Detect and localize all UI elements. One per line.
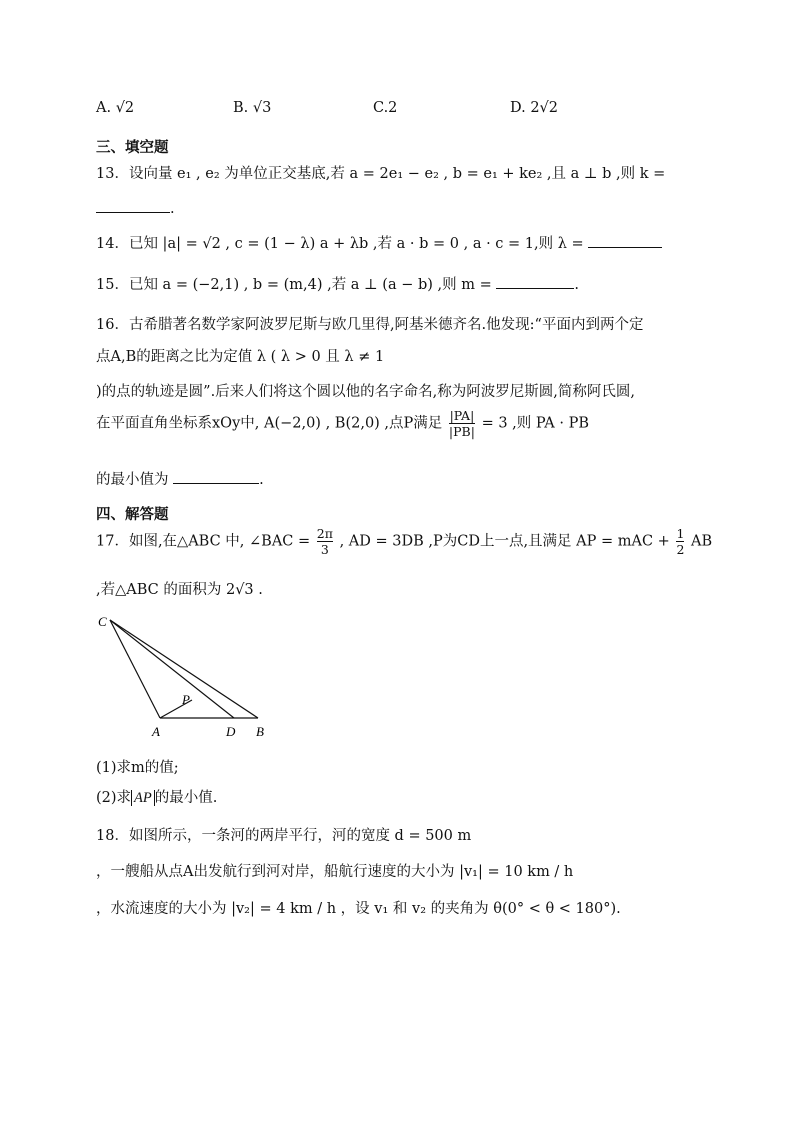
question-14 — [96, 232, 662, 253]
segment-cd — [110, 620, 234, 718]
punct: . — [574, 277, 579, 293]
question-17-text-c: AB — [691, 533, 713, 550]
answer-blank[interactable] — [496, 274, 574, 289]
question-14-text: 14．已知 |a| = √2 , c = (1 − λ) a + λb ,若 a · b = 0 , a · c = 1,则 λ = — [96, 236, 584, 252]
ratio-fraction — [449, 408, 475, 439]
question-17-part2-a: (2)求 — [96, 790, 132, 806]
question-15 — [96, 273, 579, 294]
question-13-line1: 13．设向量 e₁ , e₂ 为单位正交基底,若 a = 2e₁ − e₂ , b = e₁ + ke₂ ,且 a ⊥ b ,则 k = — [96, 166, 666, 182]
question-18-line1: 18．如图所示，一条河的两岸平行，河的宽度 d = 500 m — [96, 828, 472, 844]
question-17-line1 — [96, 526, 712, 557]
vector-ap-abs: AP — [131, 790, 155, 806]
question-16-line5 — [96, 468, 264, 489]
punct: . — [170, 201, 175, 217]
choice-c: C.2 — [373, 100, 398, 116]
angle-denominator: 3 — [320, 542, 329, 557]
half-numerator: 1 — [676, 526, 685, 541]
choice-a: A. √2 — [96, 100, 135, 116]
question-18-line2: ，一艘船从点A出发航行到河对岸，船航行速度的大小为 |v₁| = 10 km / h — [96, 864, 574, 880]
question-16-text-a: 在平面直角坐标系xOy中, A(−2,0) , B(2,0) ,点P满足 — [96, 415, 443, 432]
triangle-figure — [96, 612, 276, 740]
angle-numerator: 2π — [316, 526, 333, 541]
label-a: A — [152, 724, 160, 739]
question-18-line3: ，水流速度的大小为 |v₂| = 4 km / h ，设 v₁ 和 v₂ 的夹角为 θ(0° < θ < 180°). — [96, 901, 621, 917]
section-title-fill-blank: 三、填空题 — [96, 140, 169, 156]
half-fraction — [676, 526, 684, 557]
question-16-text-b: = 3 ,则 PA · PB — [481, 415, 590, 432]
label-p: P — [182, 692, 190, 707]
section-title-answer: 四、解答题 — [96, 507, 169, 523]
question-17-part2-b: 的最小值. — [154, 790, 218, 806]
ratio-numerator: |PA| — [449, 408, 475, 423]
question-15-text: 15．已知 a = (−2,1) , b = (m,4) ,若 a ⊥ (a − b) ,则 m = — [96, 277, 492, 293]
question-17-part2 — [96, 786, 217, 807]
label-c: C — [98, 614, 107, 629]
answer-blank[interactable] — [96, 198, 170, 213]
answer-blank[interactable] — [588, 233, 662, 248]
question-16-line4 — [96, 408, 589, 439]
label-d: D — [226, 724, 236, 739]
question-13-line2 — [96, 198, 175, 217]
answer-blank[interactable] — [173, 469, 259, 484]
question-17-text-a: 17．如图,在△ABC 中, ∠BAC = — [96, 533, 311, 550]
question-17-part1: (1)求m的值; — [96, 760, 179, 776]
question-17-line2: ,若△ABC 的面积为 2√3 . — [96, 582, 263, 598]
angle-fraction — [317, 526, 333, 557]
question-16-line2: 点A,B的距离之比为定值 λ ( λ > 0 且 λ ≠ 1 — [96, 349, 385, 365]
question-16-text-c: 的最小值为 — [96, 472, 169, 488]
punct: . — [259, 472, 264, 488]
label-b: B — [256, 724, 264, 739]
question-16-line1: 16．古希腊著名数学家阿波罗尼斯与欧几里得,阿基米德齐名.他发现:“平面内到两个定 — [96, 317, 644, 333]
question-16-line3: )的点的轨迹是圆”.后来人们将这个圆以他的名字命名,称为阿波罗尼斯圆,简称阿氏圆, — [96, 384, 636, 400]
ratio-denominator: |PB| — [448, 424, 475, 439]
edge-ca — [110, 620, 160, 718]
choice-b: B. √3 — [233, 100, 272, 116]
half-denominator: 2 — [676, 542, 685, 557]
question-17-text-b: , AD = 3DB ,P为CD上一点,且满足 AP = mAC + — [339, 533, 670, 550]
choice-d: D. 2√2 — [510, 100, 559, 116]
